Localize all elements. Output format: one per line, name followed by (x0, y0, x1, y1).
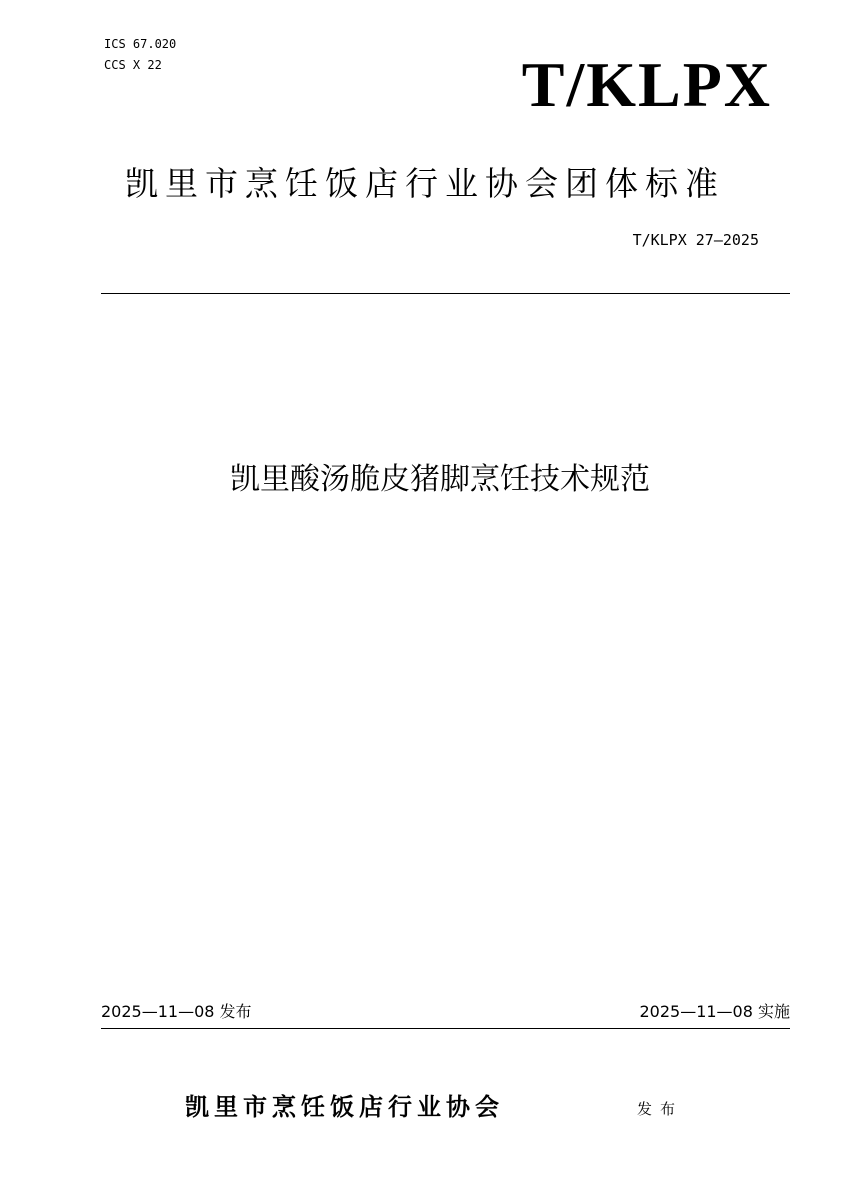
ccs-code: CCS X 22 (104, 58, 162, 72)
publish-label: 发布 (637, 1100, 684, 1118)
ics-code: ICS 67.020 (104, 37, 177, 51)
publisher-name: 凯里市烹饪饭店行业协会 (185, 1093, 504, 1121)
bottom-divider (101, 1028, 790, 1029)
document-number: T/KLPX 27—2025 (632, 231, 759, 249)
document-title: 凯里酸汤脆皮猪脚烹饪技术规范 (230, 462, 650, 497)
standard-logo: T/KLPX (521, 49, 772, 120)
implementation-date: 2025—11—08 实施 (639, 1002, 790, 1021)
organization-title: 凯里市烹饪饭店行业协会团体标准 (125, 164, 725, 203)
issue-date: 2025—11—08 发布 (101, 1002, 252, 1021)
top-divider (101, 293, 790, 294)
